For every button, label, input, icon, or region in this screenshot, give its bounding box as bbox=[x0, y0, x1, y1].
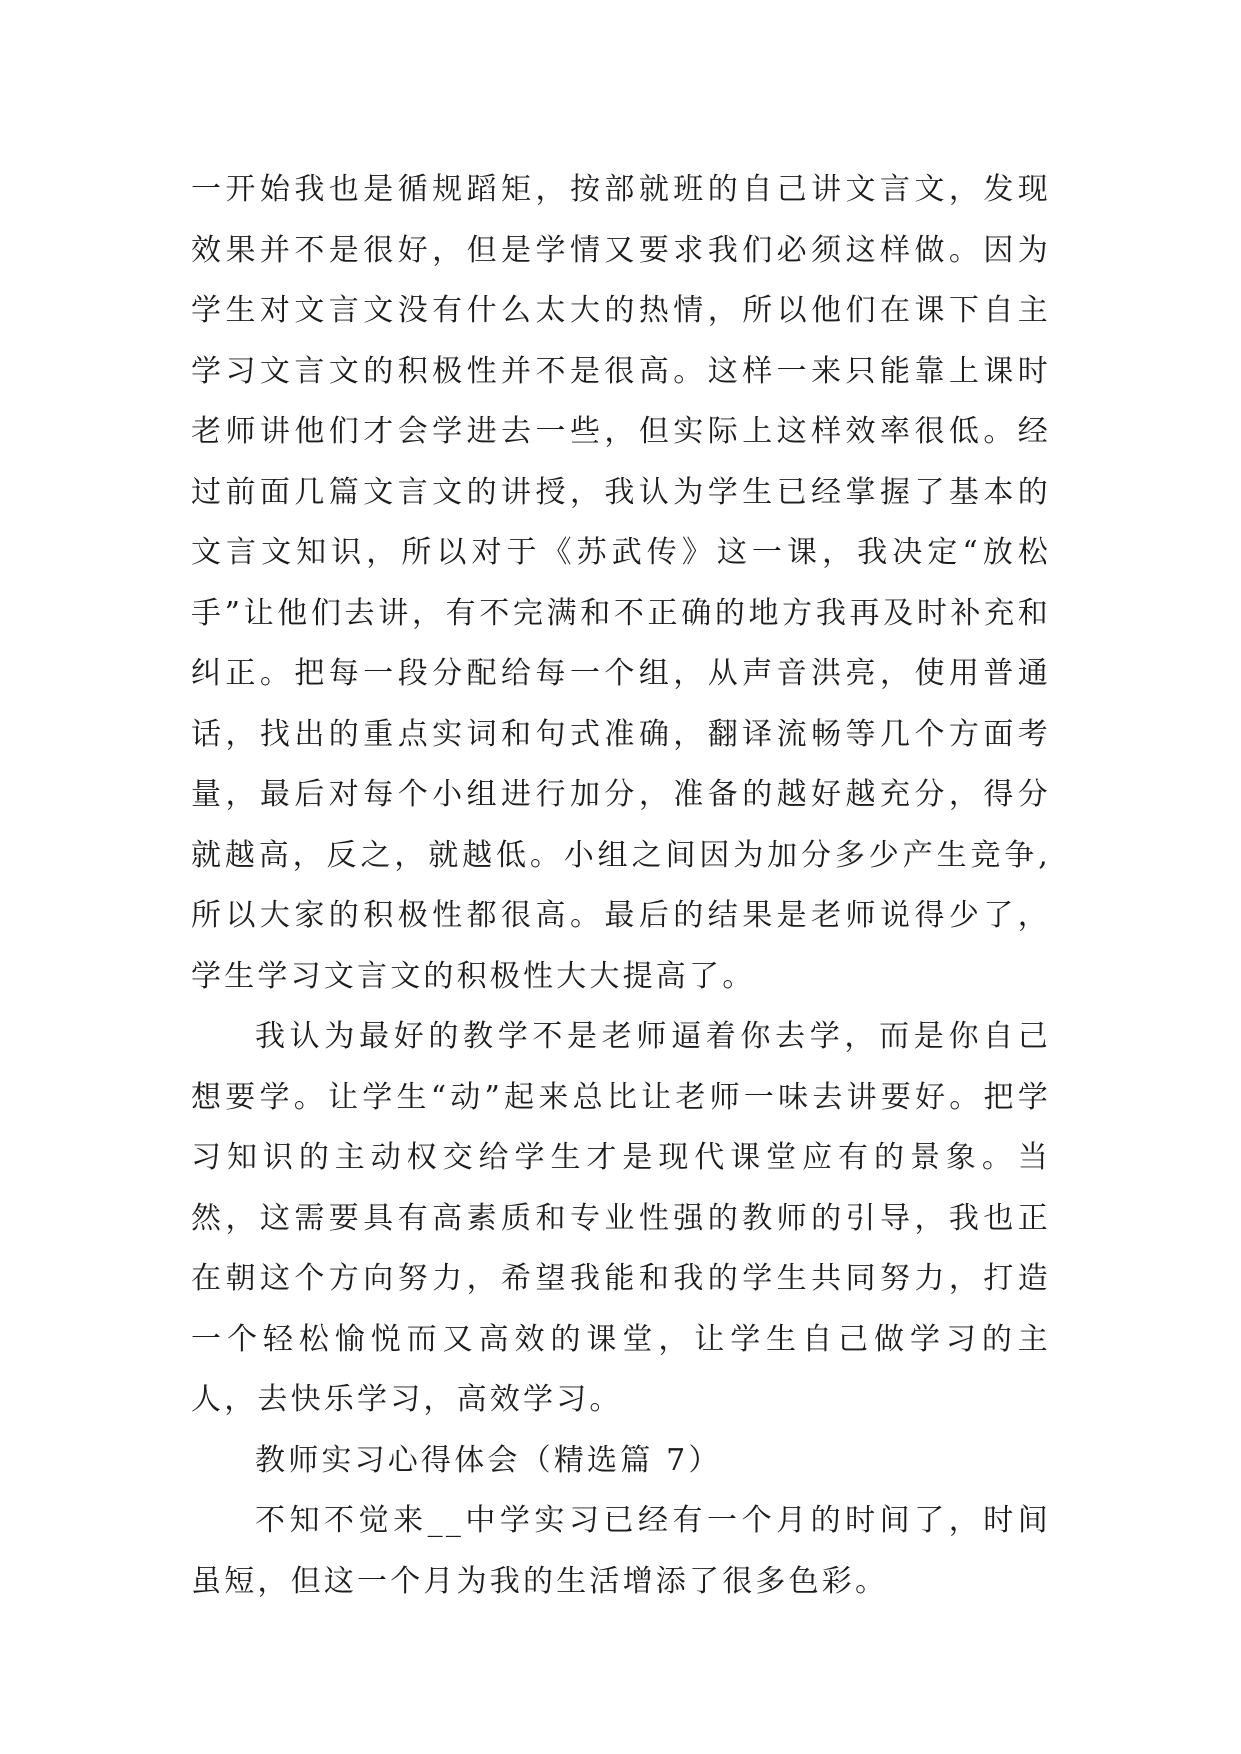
paragraph-teaching-philosophy: 我认为最好的教学不是老师逼着你去学，而是你自己想要学。让学生“动”起来总比让老师一味去讲要好。把学习知识的主动权交给学生才是现代课堂应有的景象。当然，这需要具有高素质和专业性强的教师的引导，我也正在朝这个方向努力，希望我能和我的学生共同努力，打造一个轻松愉悦而又高效的课堂，让学生自己做学习的主人，去快乐学习，高效学习。 bbox=[191, 1019, 1051, 1417]
paragraph-classical-chinese-teaching: 一开始我也是循规蹈矩，按部就班的自己讲文言文，发现效果并不是很好，但是学情又要求我们必须这样做。因为学生对文言文没有什么太大的热情，所以他们在课下自主学习文言文的积极性并不是很高。这样一来只能靠上课时老师讲他们才会学进去一些，但实际上这样效率很低。经过前面几篇文言文的讲授，我认为学生已经掌握了基本的文言文知识，所以对于《苏武传》这一课，我决定“放松手”让他们去讲，有不完满和不正确的地方我再及时补充和纠正。把每一段分配给每一个组，从声音洪亮，使用普通话，找出的重点实词和句式准确，翻译流畅等几个方面考量，最后对每个小组进行加分，准备的越好越充分，得分就越高，反之，就越低。小组之间因为加分多少产生竞争,所以大家的积极性都很高。最后的结果是老师说得少了，学生学习文言文的积极性大大提高了。 bbox=[191, 172, 1051, 994]
section-heading: 教师实习心得体会（精选篇 7） bbox=[255, 1442, 722, 1478]
document-body bbox=[191, 160, 1051, 1612]
paragraph-internship-intro: 不知不觉来__中学实习已经有一个月的时间了，时间虽短，但这一个月为我的生活增添了很多色彩。 bbox=[191, 1503, 1051, 1599]
